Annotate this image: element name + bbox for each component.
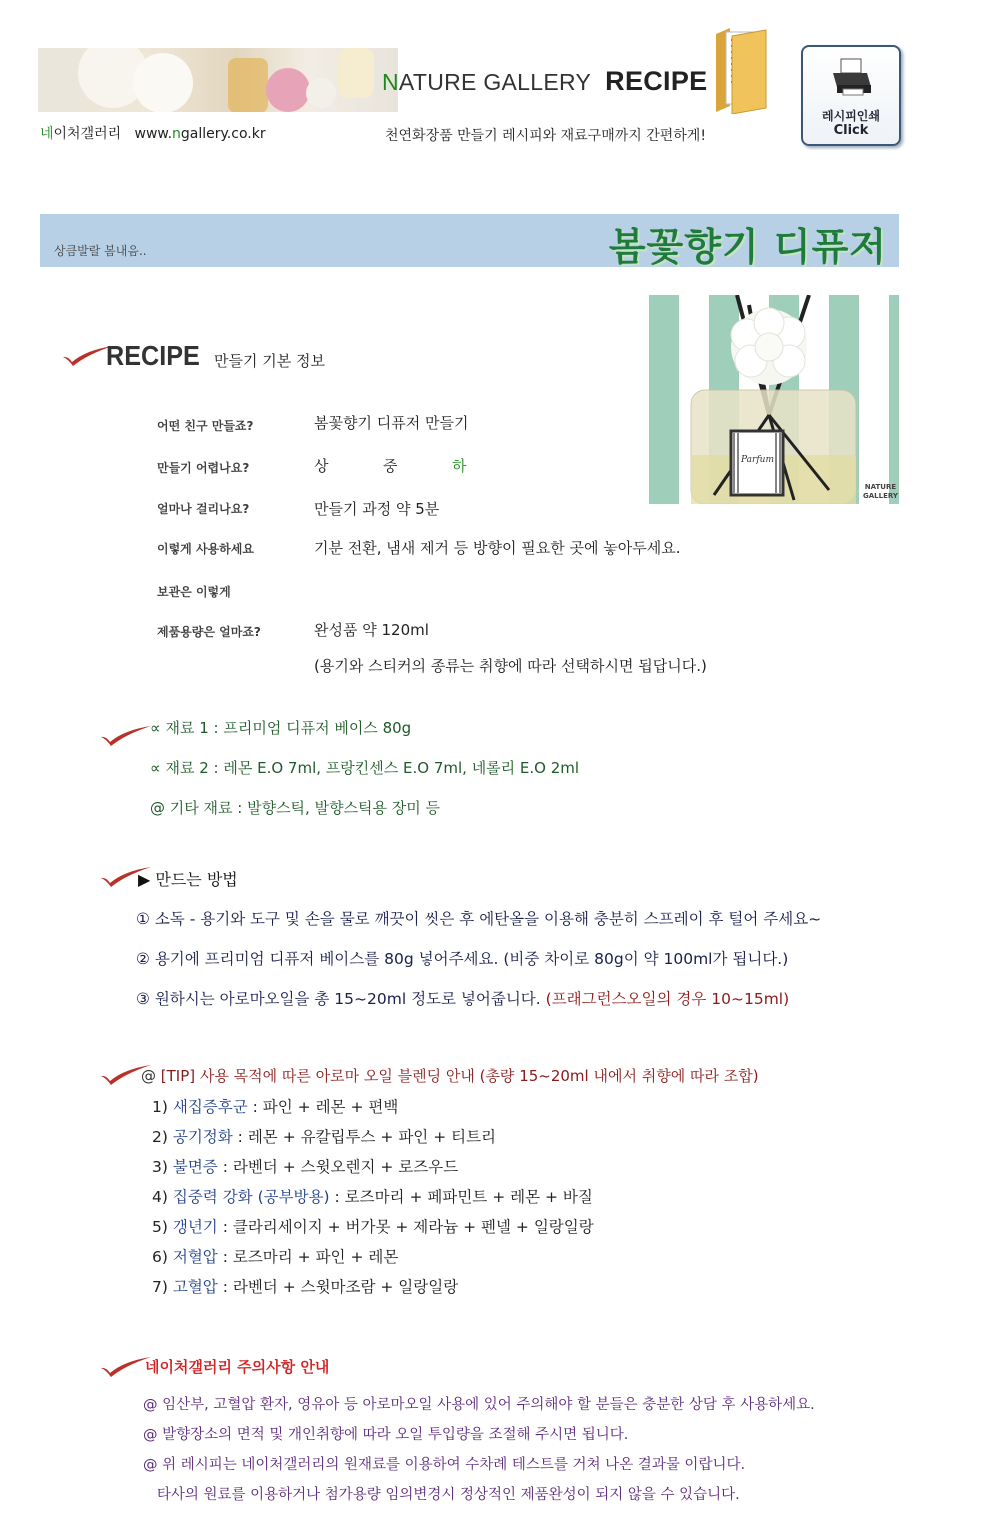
site-url-prefix: www. xyxy=(134,126,173,142)
tip-key: 집중력 강화 (공부방용) xyxy=(172,1188,330,1206)
tip-item-2 xyxy=(152,1125,496,1147)
info-value-volume: 완성품 약 120ml xyxy=(314,621,429,639)
tip-blend: : 레몬 + 유칼립투스 + 파인 + 티트리 xyxy=(232,1128,497,1146)
difficulty-mid: 중 xyxy=(383,457,398,475)
product-photo xyxy=(619,295,899,504)
caution-item-4: 타사의 원료를 이용하거나 첨가용량 임의변경시 정상적인 제품완성이 되지 않을 수 있습니다. xyxy=(143,1487,740,1503)
checkmark-icon xyxy=(100,725,152,747)
difficulty-levels xyxy=(314,455,521,476)
tip-blend: : 라벤더 + 스윗마조람 + 일랑일랑 xyxy=(217,1278,459,1296)
material-2: ∝ 재료 2 : 레몬 E.O 7ml, 프랑킨센스 E.O 7ml, 네롤리 E.O 2ml xyxy=(150,759,580,777)
method-step-3-note: (프래그런스오일의 경우 10~15ml) xyxy=(545,990,790,1008)
info-value-time: 만들기 과정 약 5분 xyxy=(314,500,440,518)
tip-heading-at: @ xyxy=(141,1067,161,1085)
tip-key: 고혈압 xyxy=(172,1278,218,1296)
watermark-line-1: NATURE xyxy=(864,483,897,491)
tip-blend: : 클라리세이지 + 버가못 + 제라늄 + 펜넬 + 일랑일랑 xyxy=(217,1218,594,1236)
tip-item-4 xyxy=(152,1185,593,1207)
recipe-title: 봄꽃향기 디퓨저 xyxy=(608,225,887,269)
tip-key: 불면증 xyxy=(172,1158,218,1176)
print-button-label: 레시피인쇄 xyxy=(822,109,880,123)
tip-num: 7) xyxy=(152,1278,173,1296)
info-value-usage: 기분 전환, 냄새 제거 등 방향이 필요한 곳에 놓아두세요. xyxy=(314,539,681,557)
method-step-3-text: ③ 원하시는 아로마오일을 총 15~20ml 정도로 넣어줍니다. xyxy=(136,990,546,1008)
watermark-line-2: GALLERY xyxy=(863,492,898,500)
info-label-difficulty: 만들기 어렵나요? xyxy=(157,461,250,475)
tip-heading-text: [TIP] 사용 목적에 따른 아로마 오일 블렌딩 안내 (총량 15~20ml 내에서 취향에 따라 조합) xyxy=(160,1067,759,1085)
caution-item-1: @ 임산부, 고혈압 환자, 영유아 등 아로마오일 사용에 있어 주의해야 할 분들은 충분한 상담 후 사용하세요. xyxy=(143,1397,815,1413)
material-1: ∝ 재료 1 : 프리미엄 디퓨저 베이스 80g xyxy=(150,719,412,737)
difficulty-low-selected: 하 xyxy=(452,457,467,475)
recipe-heading: RECIPE xyxy=(106,340,200,371)
product-label-text: Parfum xyxy=(741,455,774,465)
tip-num: 3) xyxy=(152,1158,173,1176)
caution-heading: 네이처갤러리 주의사항 안내 xyxy=(145,1358,330,1376)
tip-num: 5) xyxy=(152,1218,173,1236)
folder-icon xyxy=(712,26,768,114)
method-heading: ▶ 만드는 방법 xyxy=(138,870,238,889)
tip-num: 4) xyxy=(152,1188,173,1206)
tip-heading xyxy=(141,1065,759,1086)
tip-item-7 xyxy=(152,1275,458,1297)
site-url[interactable] xyxy=(135,126,266,142)
info-label-storage: 보관은 이렇게 xyxy=(157,585,231,599)
tip-num: 2) xyxy=(152,1128,173,1146)
print-recipe-button[interactable] xyxy=(801,45,901,146)
photo-watermark xyxy=(863,483,898,501)
method-step-2: ② 용기에 프리미엄 디퓨저 베이스를 80g 넣어주세요. (비중 차이로 80g이 약 100ml가 됩니다.) xyxy=(136,950,789,968)
info-label-volume: 제품용량은 얼마죠? xyxy=(157,625,261,639)
brand-title-initial: N xyxy=(382,69,399,95)
tip-item-5 xyxy=(152,1215,594,1237)
diffuser-illustration xyxy=(619,295,899,504)
tip-item-3 xyxy=(152,1155,458,1177)
material-etc: @ 기타 재료 : 발향스틱, 발향스틱용 장미 등 xyxy=(150,799,441,817)
method-step-3 xyxy=(136,987,789,1009)
brand-title xyxy=(382,66,707,97)
print-button-click: Click xyxy=(833,123,869,138)
tip-key: 공기정화 xyxy=(172,1128,233,1146)
tip-blend: : 로즈마리 + 페파민트 + 레몬 + 바질 xyxy=(329,1188,593,1206)
tip-item-1 xyxy=(152,1095,398,1117)
brand-title-recipe: RECIPE xyxy=(605,66,708,96)
recipe-subtitle: 상큼발랄 봄내음.. xyxy=(54,244,147,258)
method-step-1: ① 소독 - 용기와 도구 및 손을 물로 깨끗이 씻은 후 에탄올을 이용해 충분히 스프레이 후 털어 주세요~ xyxy=(136,910,822,928)
tip-key: 새집증후군 xyxy=(172,1098,248,1116)
tip-blend: : 파인 + 레몬 + 편백 xyxy=(247,1098,399,1116)
tip-blend: : 라벤더 + 스윗오렌지 + 로즈우드 xyxy=(217,1158,459,1176)
tip-num: 6) xyxy=(152,1248,173,1266)
header-tagline: 천연화장품 만들기 레시피와 재료구매까지 간편하게! xyxy=(385,128,706,144)
info-value-what: 봄꽃향기 디퓨저 만들기 xyxy=(314,414,469,432)
brand-name-initial: 네 xyxy=(40,126,54,142)
info-label-usage: 이렇게 사용하세요 xyxy=(157,542,254,556)
site-url-rest: gallery.co.kr xyxy=(180,126,266,142)
tip-num: 1) xyxy=(152,1098,173,1116)
brand-name: 이처갤러리 xyxy=(53,126,122,142)
recipe-subheading: 만들기 기본 정보 xyxy=(214,352,325,370)
info-label-time: 얼마나 걸리나요? xyxy=(157,502,250,516)
printer-icon xyxy=(831,57,873,97)
brand-title-text: ATURE GALLERY xyxy=(398,69,592,95)
tip-key: 저혈압 xyxy=(172,1248,218,1266)
caution-item-3: @ 위 레시피는 네이처갤러리의 원재료를 이용하여 수차례 테스트를 거쳐 나온 결과물 이랍니다. xyxy=(143,1457,746,1473)
caution-item-2: @ 발향장소의 면적 및 개인취향에 따라 오일 투입량을 조절해 주시면 됩니다. xyxy=(143,1427,629,1443)
info-volume-note: (용기와 스티커의 종류는 취향에 따라 선택하시면 됩답니다.) xyxy=(314,657,707,675)
site-url-initial: n xyxy=(172,126,181,142)
tip-item-6 xyxy=(152,1245,398,1267)
recipe-title-bar xyxy=(40,214,899,267)
tip-key: 갱년기 xyxy=(172,1218,218,1236)
brand-name-url xyxy=(40,123,266,143)
header-banner-image xyxy=(38,48,398,112)
difficulty-high: 상 xyxy=(314,457,329,475)
info-label-what: 어떤 친구 만들죠? xyxy=(157,419,254,433)
tip-blend: : 로즈마리 + 파인 + 레몬 xyxy=(217,1248,399,1266)
